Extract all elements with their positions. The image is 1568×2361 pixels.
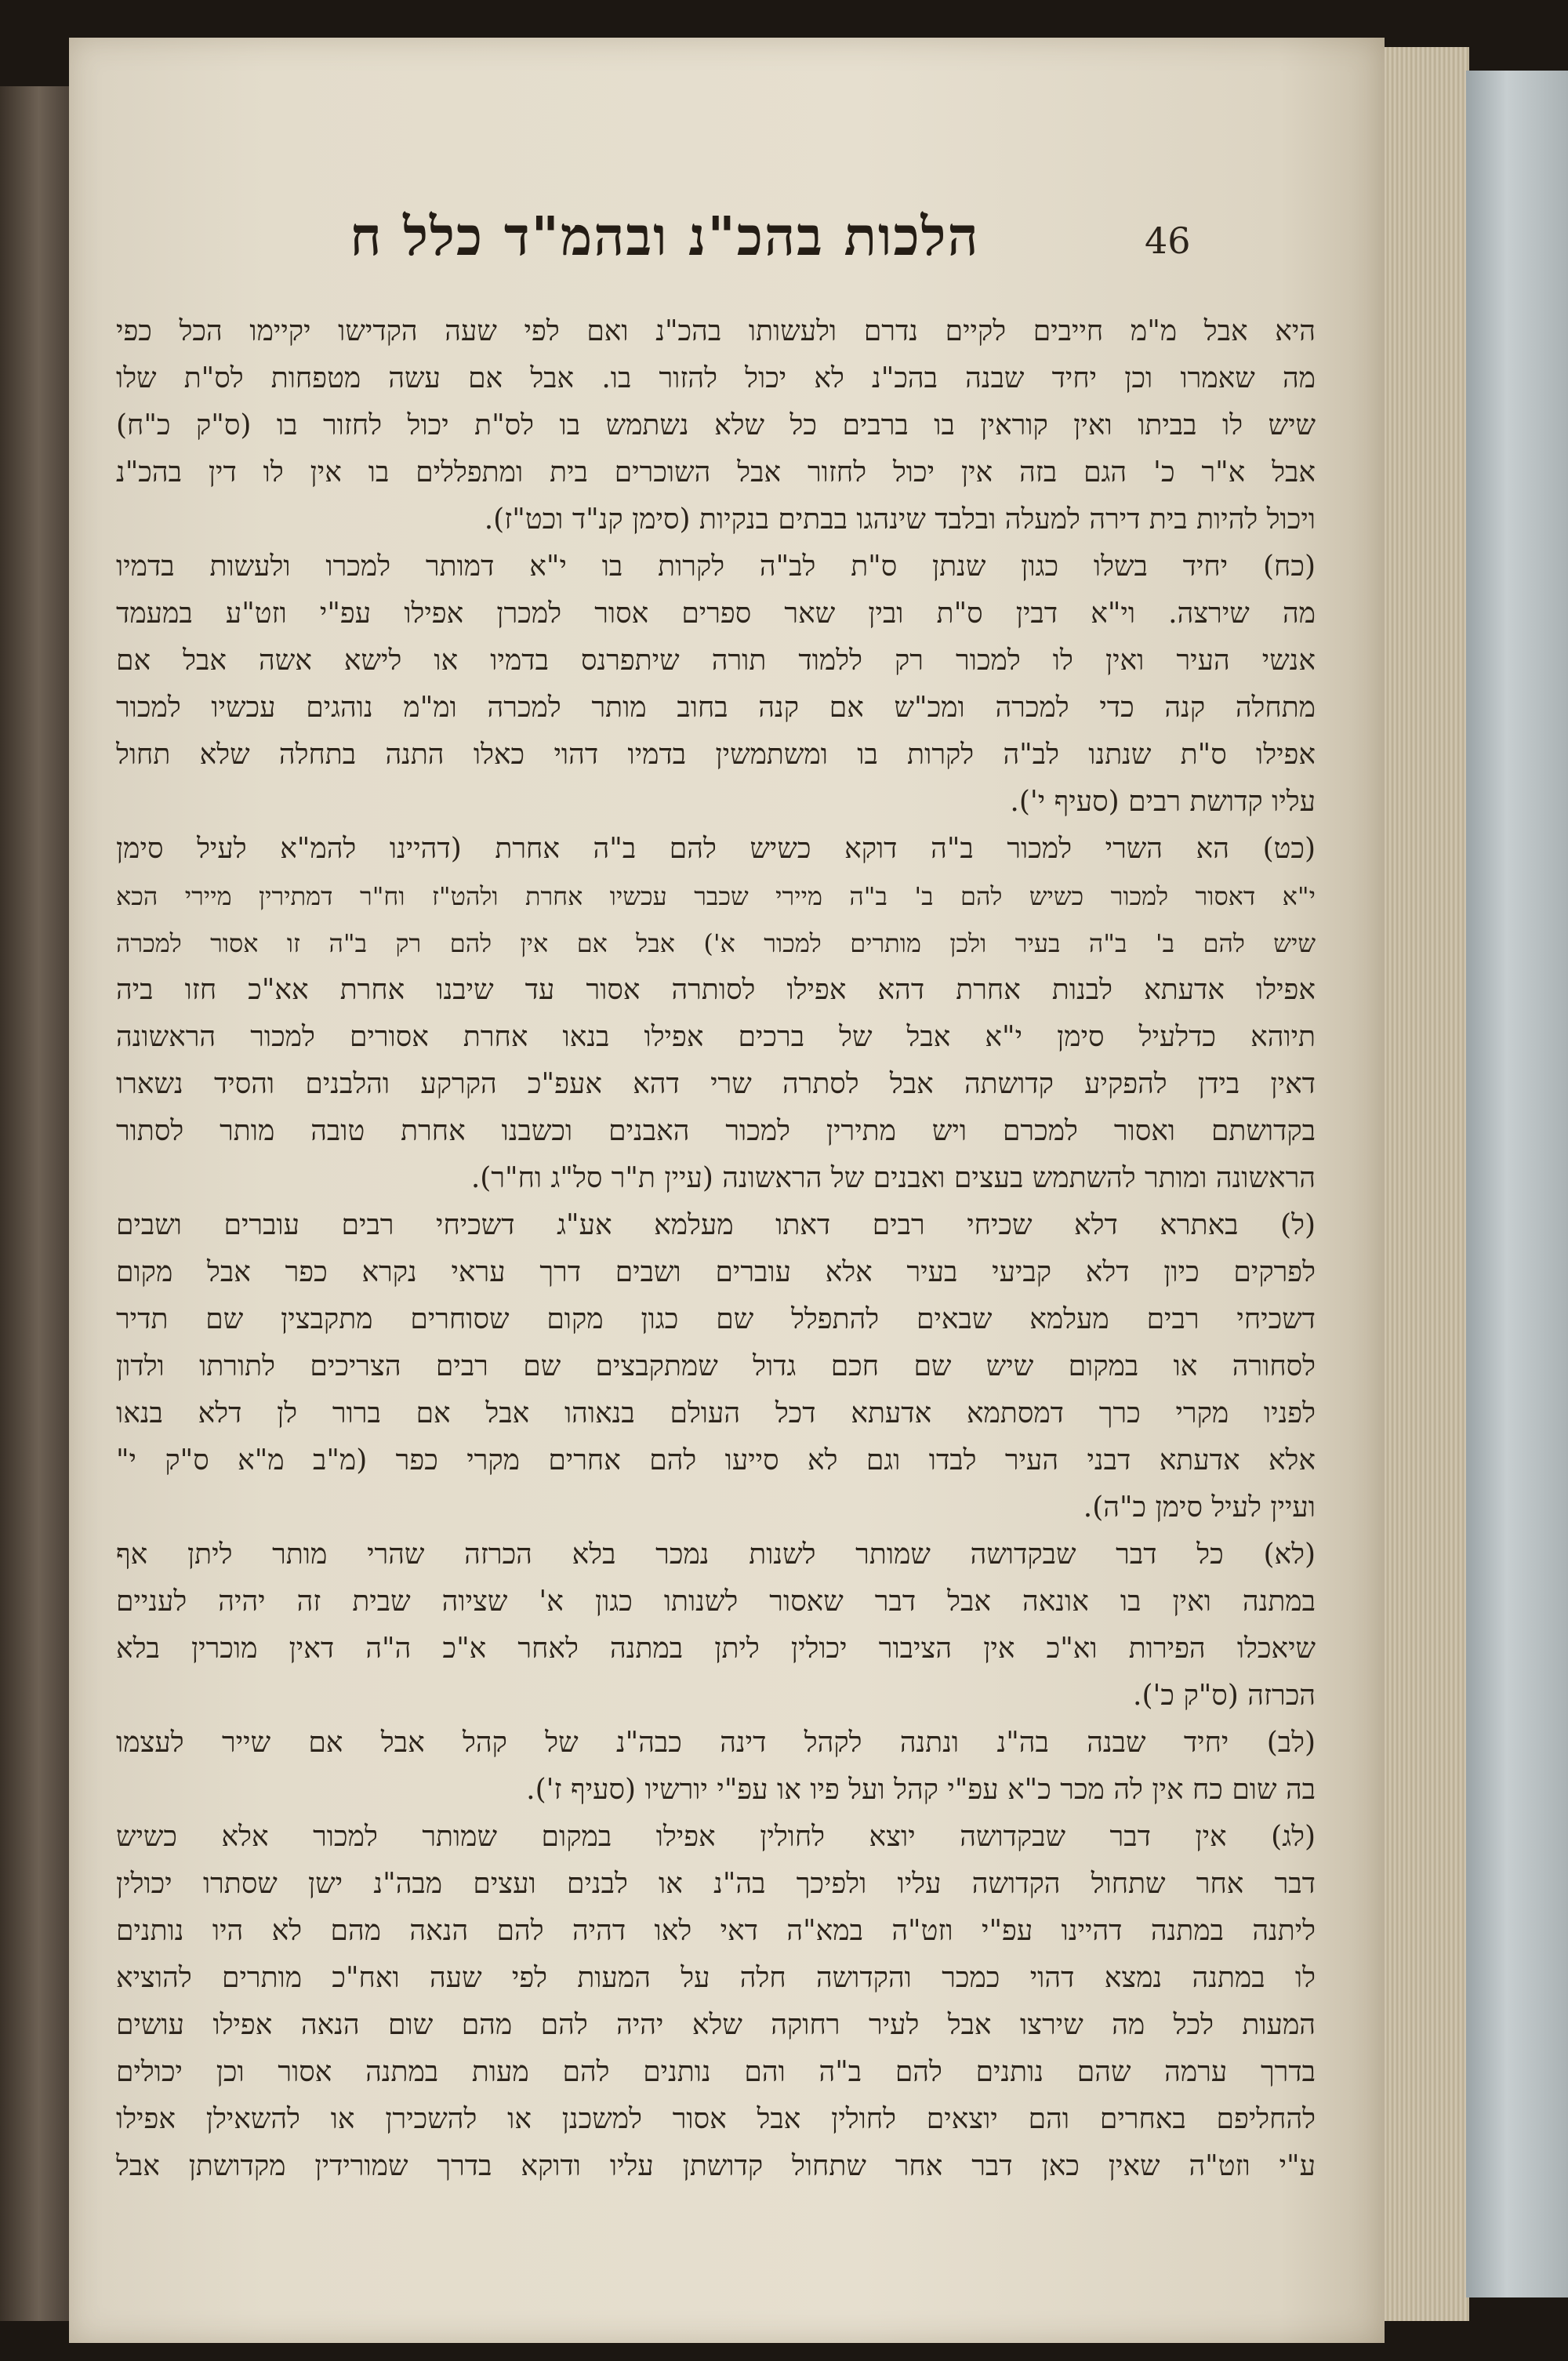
text-line: מתחלה קנה כדי למכרה ומכ"ש אם קנה בחוב מותר למכרה ומ"מ נוהגים עכשיו למכור — [116, 692, 1316, 724]
running-title: הלכות בהכ"נ ובהמ"ד כלל ח — [350, 205, 980, 268]
book-cover-board — [1466, 71, 1568, 2297]
text-line: בקדושתם ואסור למכרם ויש מתירין למכור האבנים וכשבנו אחרת טובה מותר לסתור — [116, 1115, 1316, 1147]
text-line: להחליפם באחרים והם יוצאים לחולין אבל אסור למשכנן או להשכירן או להשאילן אפילו — [116, 2103, 1316, 2135]
text-line: דאין בידן להפקיע קדושתה אבל לסתרה שרי דהא אעפ"כ הקרקע והלבנים והסיד נשארו — [116, 1068, 1316, 1100]
page-header — [69, 187, 1385, 296]
text-line: הראשונה ומותר להשתמש בעצים ואבנים של הראשונה (עיין ת"ר סל"ג וח"ר). — [470, 1162, 1316, 1194]
text-line: לפרקים כיון דלא קביעי בעיר אלא עוברים ושבים דרך עראי נקרא כפר אבל מקום — [116, 1256, 1316, 1288]
book-page — [69, 38, 1385, 2343]
text-line: בה שום כח אין לה מכר כ"א עפ"י קהל ועל פיו או עפ"י יורשיו (סעיף ז'). — [526, 1774, 1316, 1806]
text-line: ויכול להיות בית דירה למעלה ובלבד שינהגו בבתים בנקיות (סימן קנ"ד וכט"ז). — [484, 503, 1316, 536]
text-line: דשכיחי רבים מעלמא שבאים להתפלל שם כגון מקום שסוחרים מתקבצין שם תדיר — [116, 1303, 1316, 1335]
text-line: אלא אדעתא דבני העיר לבדו וגם לא סייעו להם אחרים מקרי כפר (מ"ב מ"א ס"ק י" — [116, 1444, 1316, 1477]
text-line: (לב) יחיד שבנה בה"נ ונתנה לקהל דינה כבה"נ של קהל אבל אם שייר לעצמו — [116, 1727, 1316, 1759]
text-line: שיאכלו הפירות וא"כ אין הציבור יכולין ליתן במתנה לאחר א"כ ה"ה דאין מוכרין בלא — [116, 1633, 1316, 1665]
text-line: (כט) הא השרי למכור ב"ה דוקא כשיש להם ב"ה אחרת (דהיינו להמ"א לעיל סימן — [116, 833, 1316, 865]
page-block-edges — [1383, 47, 1469, 2321]
text-line: אפילו אדעתא לבנות אחרת דהא אפילו לסותרה אסור עד שיבנו אחרת אא"כ חזו ביה — [116, 974, 1316, 1006]
page-number: 46 — [1145, 220, 1191, 262]
text-line: עליו קדושת רבים (סעיף י'). — [1010, 786, 1316, 818]
text-line: (כח) יחיד בשלו כגון שנתן ס"ת לב"ה לקרות בו י"א דמותר למכרו ולעשות בדמיו — [116, 550, 1316, 583]
text-line: (ל) באתרא דלא שכיחי רבים דאתו מעלמא אע"ג דשכיחי רבים עוברים ושבים — [116, 1209, 1316, 1241]
text-line: לסחורה או במקום שיש שם חכם גדול שמתקבצים שם רבים הצריכים לתורתו ולדון — [116, 1350, 1316, 1382]
text-line: ע"י וזט"ה שאין כאן דבר אחר שתחול קדושתן עליו ודוקא בדרך שמורידין מקדושתן אבל — [116, 2150, 1316, 2182]
text-line: הכרזה (ס"ק כ'). — [1133, 1680, 1316, 1712]
text-line: דבר אחר שתחול הקדושה עליו ולפיכך בה"נ או לבנים ועצים מבה"נ ישן שסתרו יכולין — [116, 1868, 1316, 1900]
text-line: בדרך ערמה שהם נותנים להם ב"ה והם נותנים להם מעות במתנה אסור וכן יכולים — [116, 2056, 1316, 2088]
text-line: י"א דאסור למכור כשיש להם ב' ב"ה מיירי שכבר עכשיו אחרת ולהט"ז וח"ר דמתירין מיירי הכא — [116, 881, 1316, 911]
text-line: לו במתנה נמצא דהוי כמכר והקדושה חלה על המעות לפי שעה ואח"כ מותרים להוציא — [116, 1962, 1316, 1994]
body-text — [116, 308, 1316, 2190]
text-line: אפילו ס"ת שנתנו לב"ה לקרות בו ומשתמשין בדמיו דהוי כאלו התנה בתחלה שלא תחול — [116, 739, 1316, 771]
text-line: לפניו מקרי כרך דמסתמא אדעתא דכל העולם בנאוהו אבל אם ברור לן דלא בנאו — [116, 1397, 1316, 1429]
text-line: המעות לכל מה שירצו אבל לעיר רחוקה שלא יהיה להם מהם שום הנאה אפילו עושים — [116, 2009, 1316, 2041]
text-line: ועיין לעיל סימן כ"ה). — [1083, 1491, 1316, 1524]
text-line: (לג) אין דבר שבקדושה יוצא לחולין אפילו במקום שמותר למכור אלא כשיש — [116, 1821, 1316, 1853]
text-line: אבל א"ר כ' הגם בזה אין יכול לחזור אבל השוכרים בית ומתפללים בו אין לו דין בהכ"נ — [116, 456, 1316, 489]
text-line: שיש להם ב' ב"ה בעיר ולכן מותרים למכור א') אבל אם אין להם רק ב"ה זו אסור למכרה — [116, 928, 1316, 958]
text-line: שיש לו בביתו ואין קוראין בו ברבים כל שלא נשתמש בו לס"ת יכול לחזור בו (ס"ק כ"ח) — [116, 409, 1316, 441]
text-line: מה שאמרו וכן יחיד שבנה בהכ"נ לא יכול להזור בו. אבל אם עשה מטפחות לס"ת שלו — [116, 362, 1316, 394]
text-line: אנשי העיר ואין לו למכור רק ללמוד תורה שיתפרנס בדמיו או לישא אשה אבל אם — [116, 645, 1316, 677]
text-line: היא אבל מ"מ חייבים לקיים נדרם ולעשותו בהכ"נ ואם לפי שעה הקדישו יקיימו הכל כפי — [116, 315, 1316, 347]
text-line: תיוהא כדלעיל סימן י"א אבל של ברכים אפילו בנאו אחרת אסורים למכור הראשונה — [116, 1021, 1316, 1053]
text-line: ליתנה במתנה דהיינו עפ"י וזט"ה במא"ה דאי לאו דהיה להם הנאה מהם לא היו נותנים — [116, 1915, 1316, 1947]
text-line: (לא) כל דבר שבקדושה שמותר לשנות נמכר בלא הכרזה שהרי מותר ליתן אף — [116, 1538, 1316, 1571]
text-line: במתנה ואין בו אונאה אבל דבר שאסור לשנותו כגון א' שציוה שבית זה יהיה לעניים — [116, 1586, 1316, 1618]
facing-page-edge — [0, 86, 71, 2321]
text-line: מה שירצה. וי"א דבין ס"ת ובין שאר ספרים אסור למכרן אפילו עפ"י וזט"ע במעמד — [116, 598, 1316, 630]
